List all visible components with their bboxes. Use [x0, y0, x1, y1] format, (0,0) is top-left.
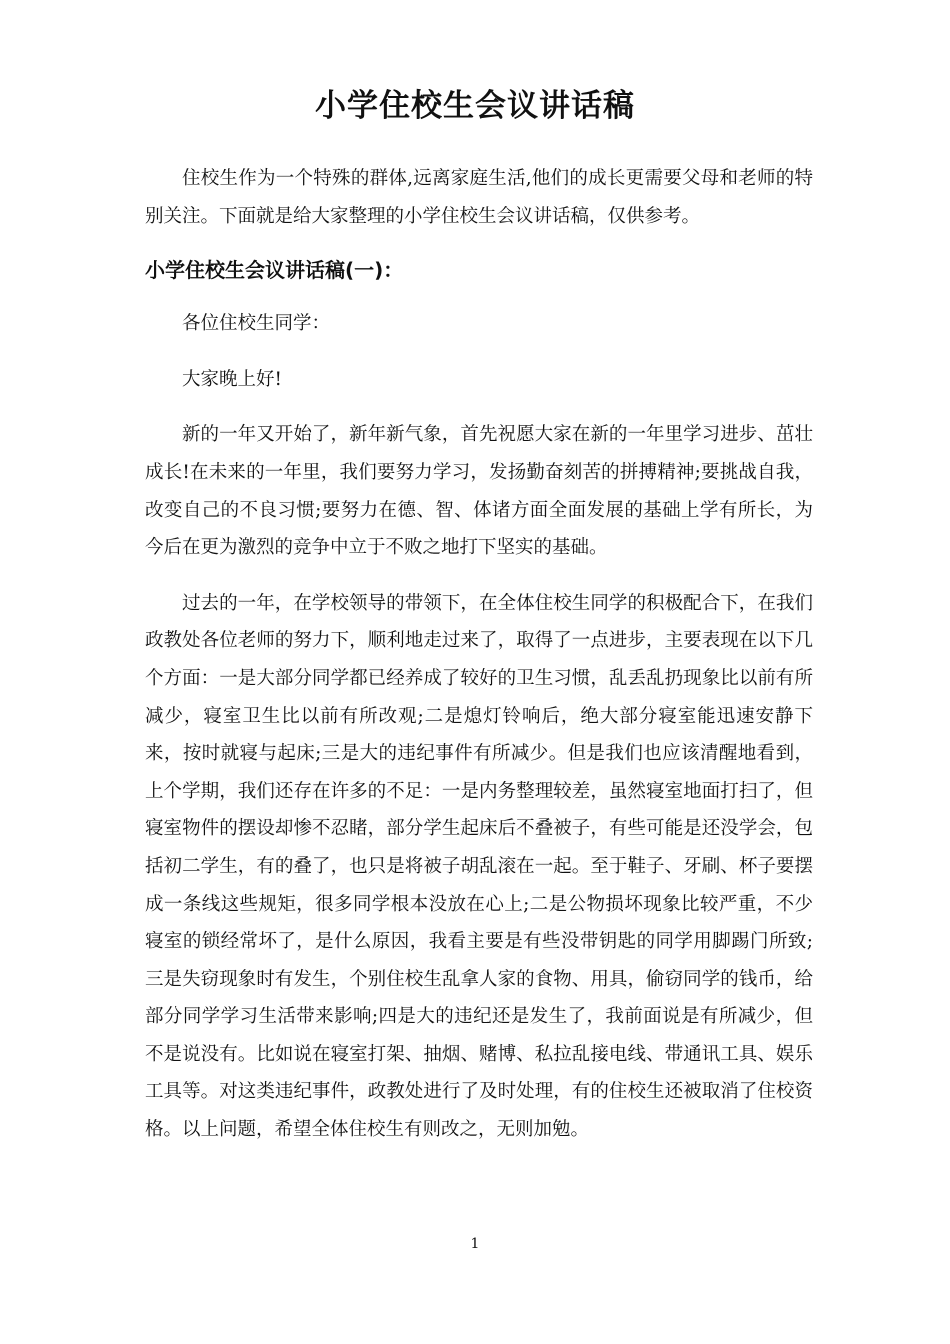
intro-paragraph: 住校生作为一个特殊的群体,远离家庭生活,他们的成长更需要父母和老师的特别关注。下面就是给大家整理的小学住校生会议讲话稿，仅供参考。: [145, 168, 813, 227]
document-title: 小学住校生会议讲话稿: [315, 88, 635, 124]
document-body: [145, 160, 813, 1149]
greeting: 大家晚上好!: [182, 368, 282, 390]
body-paragraph-1: 新的一年又开始了，新年新气象，首先祝愿大家在新的一年里学习进步、茁壮成长!在未来的一年里，我们要努力学习，发扬勤奋刻苦的拼搏精神;要挑战自我，改变自己的不良习惯;要努力在德、智、体诸方面全面发展的基础上学有所长，为今后在更为激烈的竞争中立于不败之地打下坚实的基础。: [145, 424, 813, 559]
body-paragraph-2: 过去的一年，在学校领导的带领下，在全体住校生同学的积极配合下，在我们政教处各位老师的努力下，顺利地走过来了，取得了一点进步，主要表现在以下几个方面：一是大部分同学都已经养成了较好的卫生习惯，乱丢乱扔现象比以前有所减少，寝室卫生比以前有所改观;二是熄灯铃响后，绝大部分寝室能迅速安静下来，按时就寝与起床;三是大的违纪事件有所减少。但是我们也应该清醒地看到，上个学期，我们还存在许多的不足：一是内务整理较差，虽然寝室地面打扫了，但寝室物件的摆设却惨不忍睹，部分学生起床后不叠被子，有些可能是还没学会，包括初二学生，有的叠了，也只是将被子胡乱滚在一起。至于鞋子、牙刷、杯子要摆成一条线这些规矩，很多同学根本没放在心上;二是公物损坏现象比较严重，不少寝室的锁经常坏了，是什么原因，我看主要是有些没带钥匙的同学用脚踢门所致;三是失窃现象时有发生，个别住校生乱拿人家的食物、用具，偷窃同学的钱币，给部分同学学习生活带来影响;四是大的违纪还是发生了，我前面说是有所减少，但不是说没有。比如说在寝室打架、抽烟、赌博、私拉乱接电线、带通讯工具、娱乐工具等。对这类违纪事件，政教处进行了及时处理，有的住校生还被取消了住校资格。以上问题，希望全体住校生有则改之，无则加勉。: [145, 592, 813, 1141]
section-heading: 小学住校生会议讲话稿(一)：: [145, 258, 404, 283]
salutation: 各位住校生同学：: [182, 313, 331, 335]
page-number: 1: [470, 1236, 480, 1252]
